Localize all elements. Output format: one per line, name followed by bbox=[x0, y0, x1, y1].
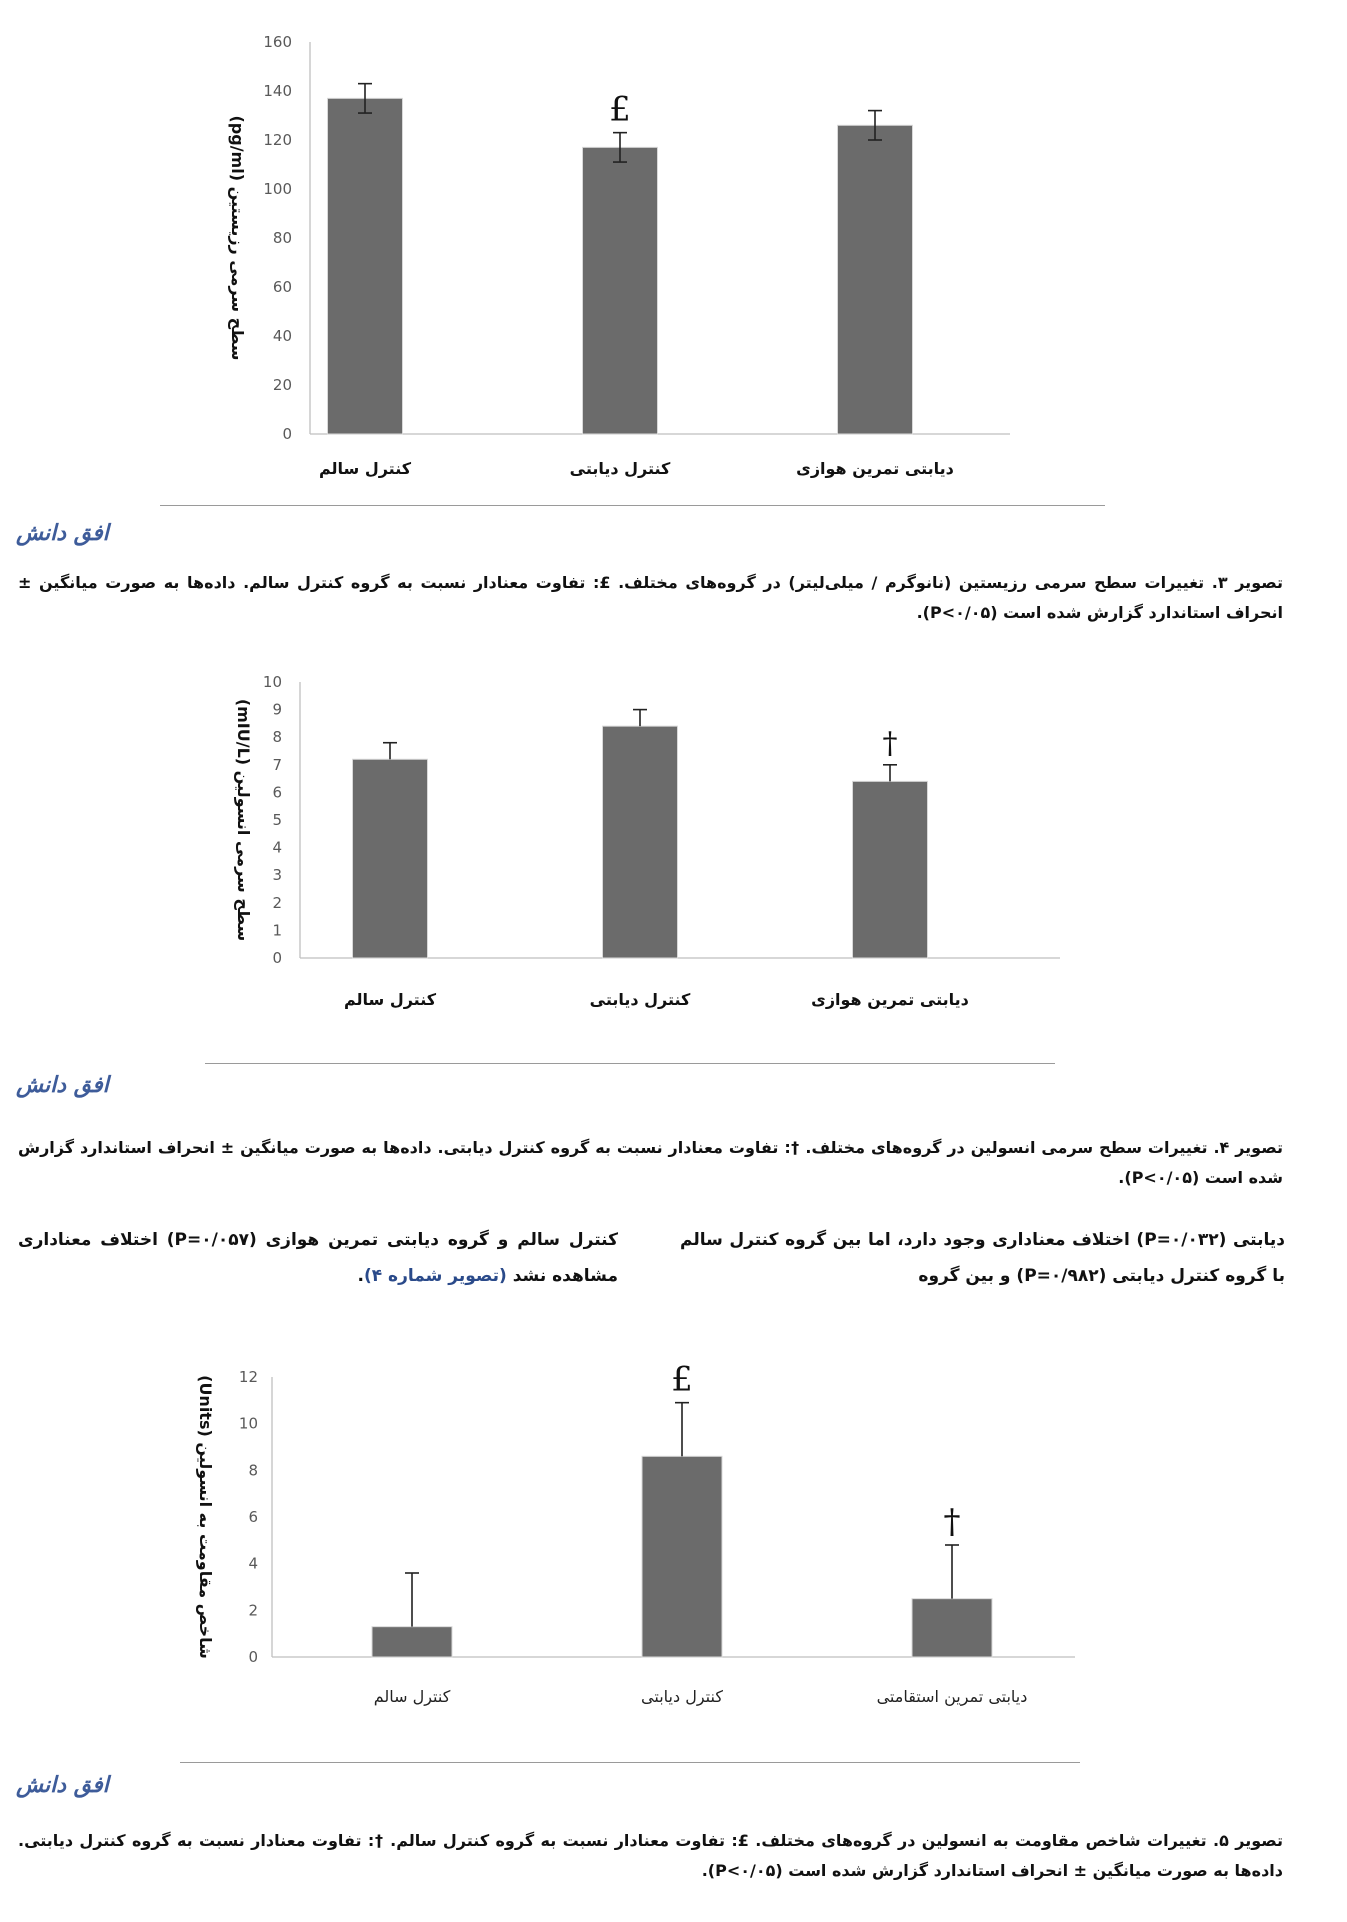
y-tick-label: 9 bbox=[272, 700, 282, 719]
category-label: دیابتی تمرین هوازی bbox=[811, 990, 969, 1009]
category-label: دیابتی تمرین هوازی bbox=[796, 459, 954, 478]
category-label: کنترل دیابتی bbox=[589, 990, 691, 1009]
figure-5-caption-text: تغییرات شاخص مقاومت به انسولین در گروه‌های مختلف. £: تفاوت معنادار نسبت به گروه کنترل سالم. †: تفاوت معنادار نسبت به گروه کنترل دیابتی. داده‌ها به صورت میانگین ± انحراف استاندارد گزارش شده است (P<۰/۰۵). bbox=[18, 1831, 1283, 1880]
bar bbox=[853, 781, 928, 958]
y-tick-label: 40 bbox=[272, 327, 292, 345]
y-tick-label: 6 bbox=[272, 783, 282, 802]
y-tick-label: 0 bbox=[272, 949, 282, 967]
category-label: دیابتی تمرین استقامتی bbox=[876, 1687, 1028, 1706]
y-tick-label: 0 bbox=[248, 1648, 258, 1666]
bar bbox=[372, 1627, 452, 1657]
figure-5-caption bbox=[18, 1826, 1283, 1886]
figure-3-caption bbox=[18, 568, 1283, 628]
y-axis-label: سطح سرمی رزیستین (pg/ml) bbox=[228, 115, 247, 361]
y-tick-label: 80 bbox=[272, 229, 292, 247]
journal-logo: افق دانش bbox=[16, 520, 109, 546]
bar bbox=[353, 759, 428, 958]
significance-marker: † bbox=[882, 725, 898, 761]
y-tick-label: 10 bbox=[262, 673, 282, 691]
figure-divider bbox=[180, 1762, 1080, 1763]
insulin-resistance-chart bbox=[0, 1355, 1100, 1725]
y-tick-label: 6 bbox=[248, 1508, 258, 1526]
y-tick-label: 140 bbox=[263, 82, 292, 100]
y-tick-label: 8 bbox=[248, 1461, 258, 1480]
resistin-chart bbox=[0, 0, 1100, 500]
y-tick-label: 160 bbox=[263, 33, 292, 51]
body-text-left-column bbox=[18, 1222, 618, 1294]
figure-4-reference-link[interactable]: (تصویر شماره ۴) bbox=[363, 1266, 507, 1286]
y-tick-label: 20 bbox=[272, 376, 292, 394]
insulin-chart bbox=[0, 660, 1100, 1040]
bar bbox=[838, 125, 913, 434]
significance-marker: £ bbox=[609, 89, 631, 130]
category-label: کنترل دیابتی bbox=[569, 459, 671, 478]
figure-5-label: تصویر ۵. bbox=[1213, 1831, 1284, 1850]
journal-logo: افق دانش bbox=[16, 1772, 109, 1798]
y-tick-label: 100 bbox=[263, 180, 292, 198]
y-axis-label: سطح سرمی انسولین (mIU/L) bbox=[234, 698, 253, 942]
figure-4-label: تصویر ۴. bbox=[1213, 1138, 1283, 1157]
bar bbox=[603, 726, 678, 958]
y-tick-label: 5 bbox=[272, 811, 282, 829]
body-text-right: دیابتی (P=۰/۰۳۲) اختلاف معناداری وجود دارد، اما بین گروه کنترل سالم با گروه کنترل دیابتی (P=۰/۹۸۲) و بین گروه bbox=[680, 1230, 1286, 1286]
figure-divider bbox=[205, 1063, 1055, 1064]
insulin-chart-svg bbox=[0, 660, 1100, 1040]
y-tick-label: 2 bbox=[248, 1601, 258, 1620]
y-tick-label: 4 bbox=[248, 1554, 258, 1573]
bar bbox=[583, 147, 658, 434]
resistin-chart-svg bbox=[0, 0, 1100, 500]
figure-3-caption-text: تغییرات سطح سرمی رزیستین (نانوگرم / میلی‌لیتر) در گروه‌های مختلف. £: تفاوت معنادار نسبت به گروه کنترل سالم. داده‌ها به صورت میانگین ± انحراف استاندارد گزارش شده است (P<۰/۰۵). bbox=[18, 573, 1283, 622]
bar bbox=[642, 1456, 722, 1657]
y-tick-label: 0 bbox=[282, 425, 292, 443]
significance-marker: £ bbox=[671, 1359, 693, 1400]
y-tick-label: 10 bbox=[238, 1414, 258, 1433]
y-axis-label: شاخص مقاومت به انسولین (Units) bbox=[196, 1375, 215, 1659]
y-tick-label: 3 bbox=[272, 866, 282, 885]
y-tick-label: 120 bbox=[263, 131, 292, 149]
y-tick-label: 7 bbox=[272, 755, 282, 774]
y-tick-label: 4 bbox=[272, 838, 282, 857]
category-label: کنترل دیابتی bbox=[641, 1687, 723, 1706]
y-tick-label: 2 bbox=[272, 893, 282, 912]
body-text-left: کنترل سالم و گروه دیابتی تمرین هوازی (P=۰/۰۵۷) اختلاف معناداری مشاهده نشد bbox=[18, 1230, 618, 1286]
bar bbox=[912, 1599, 992, 1657]
figure-3-label: تصویر ۳. bbox=[1211, 573, 1283, 592]
y-tick-label: 8 bbox=[272, 728, 282, 747]
significance-marker: † bbox=[943, 1502, 961, 1542]
bar bbox=[328, 98, 403, 434]
body-text-right-column bbox=[680, 1222, 1285, 1294]
insulin-resistance-chart-svg bbox=[0, 1355, 1100, 1725]
figure-4-caption-text: تغییرات سطح سرمی انسولین در گروه‌های مختلف. †: تفاوت معنادار نسبت به گروه کنترل دیابتی. داده‌ها به صورت میانگین ± انحراف استاندارد گزارش شده است (P<۰/۰۵). bbox=[18, 1138, 1283, 1187]
body-text-left-end: . bbox=[357, 1266, 364, 1286]
y-tick-label: 1 bbox=[272, 921, 282, 940]
category-label: کنترل سالم bbox=[318, 459, 412, 478]
figure-divider bbox=[160, 505, 1105, 506]
category-label: کنترل سالم bbox=[373, 1687, 451, 1706]
y-tick-label: 12 bbox=[238, 1368, 258, 1386]
y-tick-label: 60 bbox=[272, 278, 292, 296]
figure-4-caption bbox=[18, 1133, 1283, 1193]
category-label: کنترل سالم bbox=[343, 990, 437, 1009]
journal-logo: افق دانش bbox=[16, 1072, 109, 1098]
